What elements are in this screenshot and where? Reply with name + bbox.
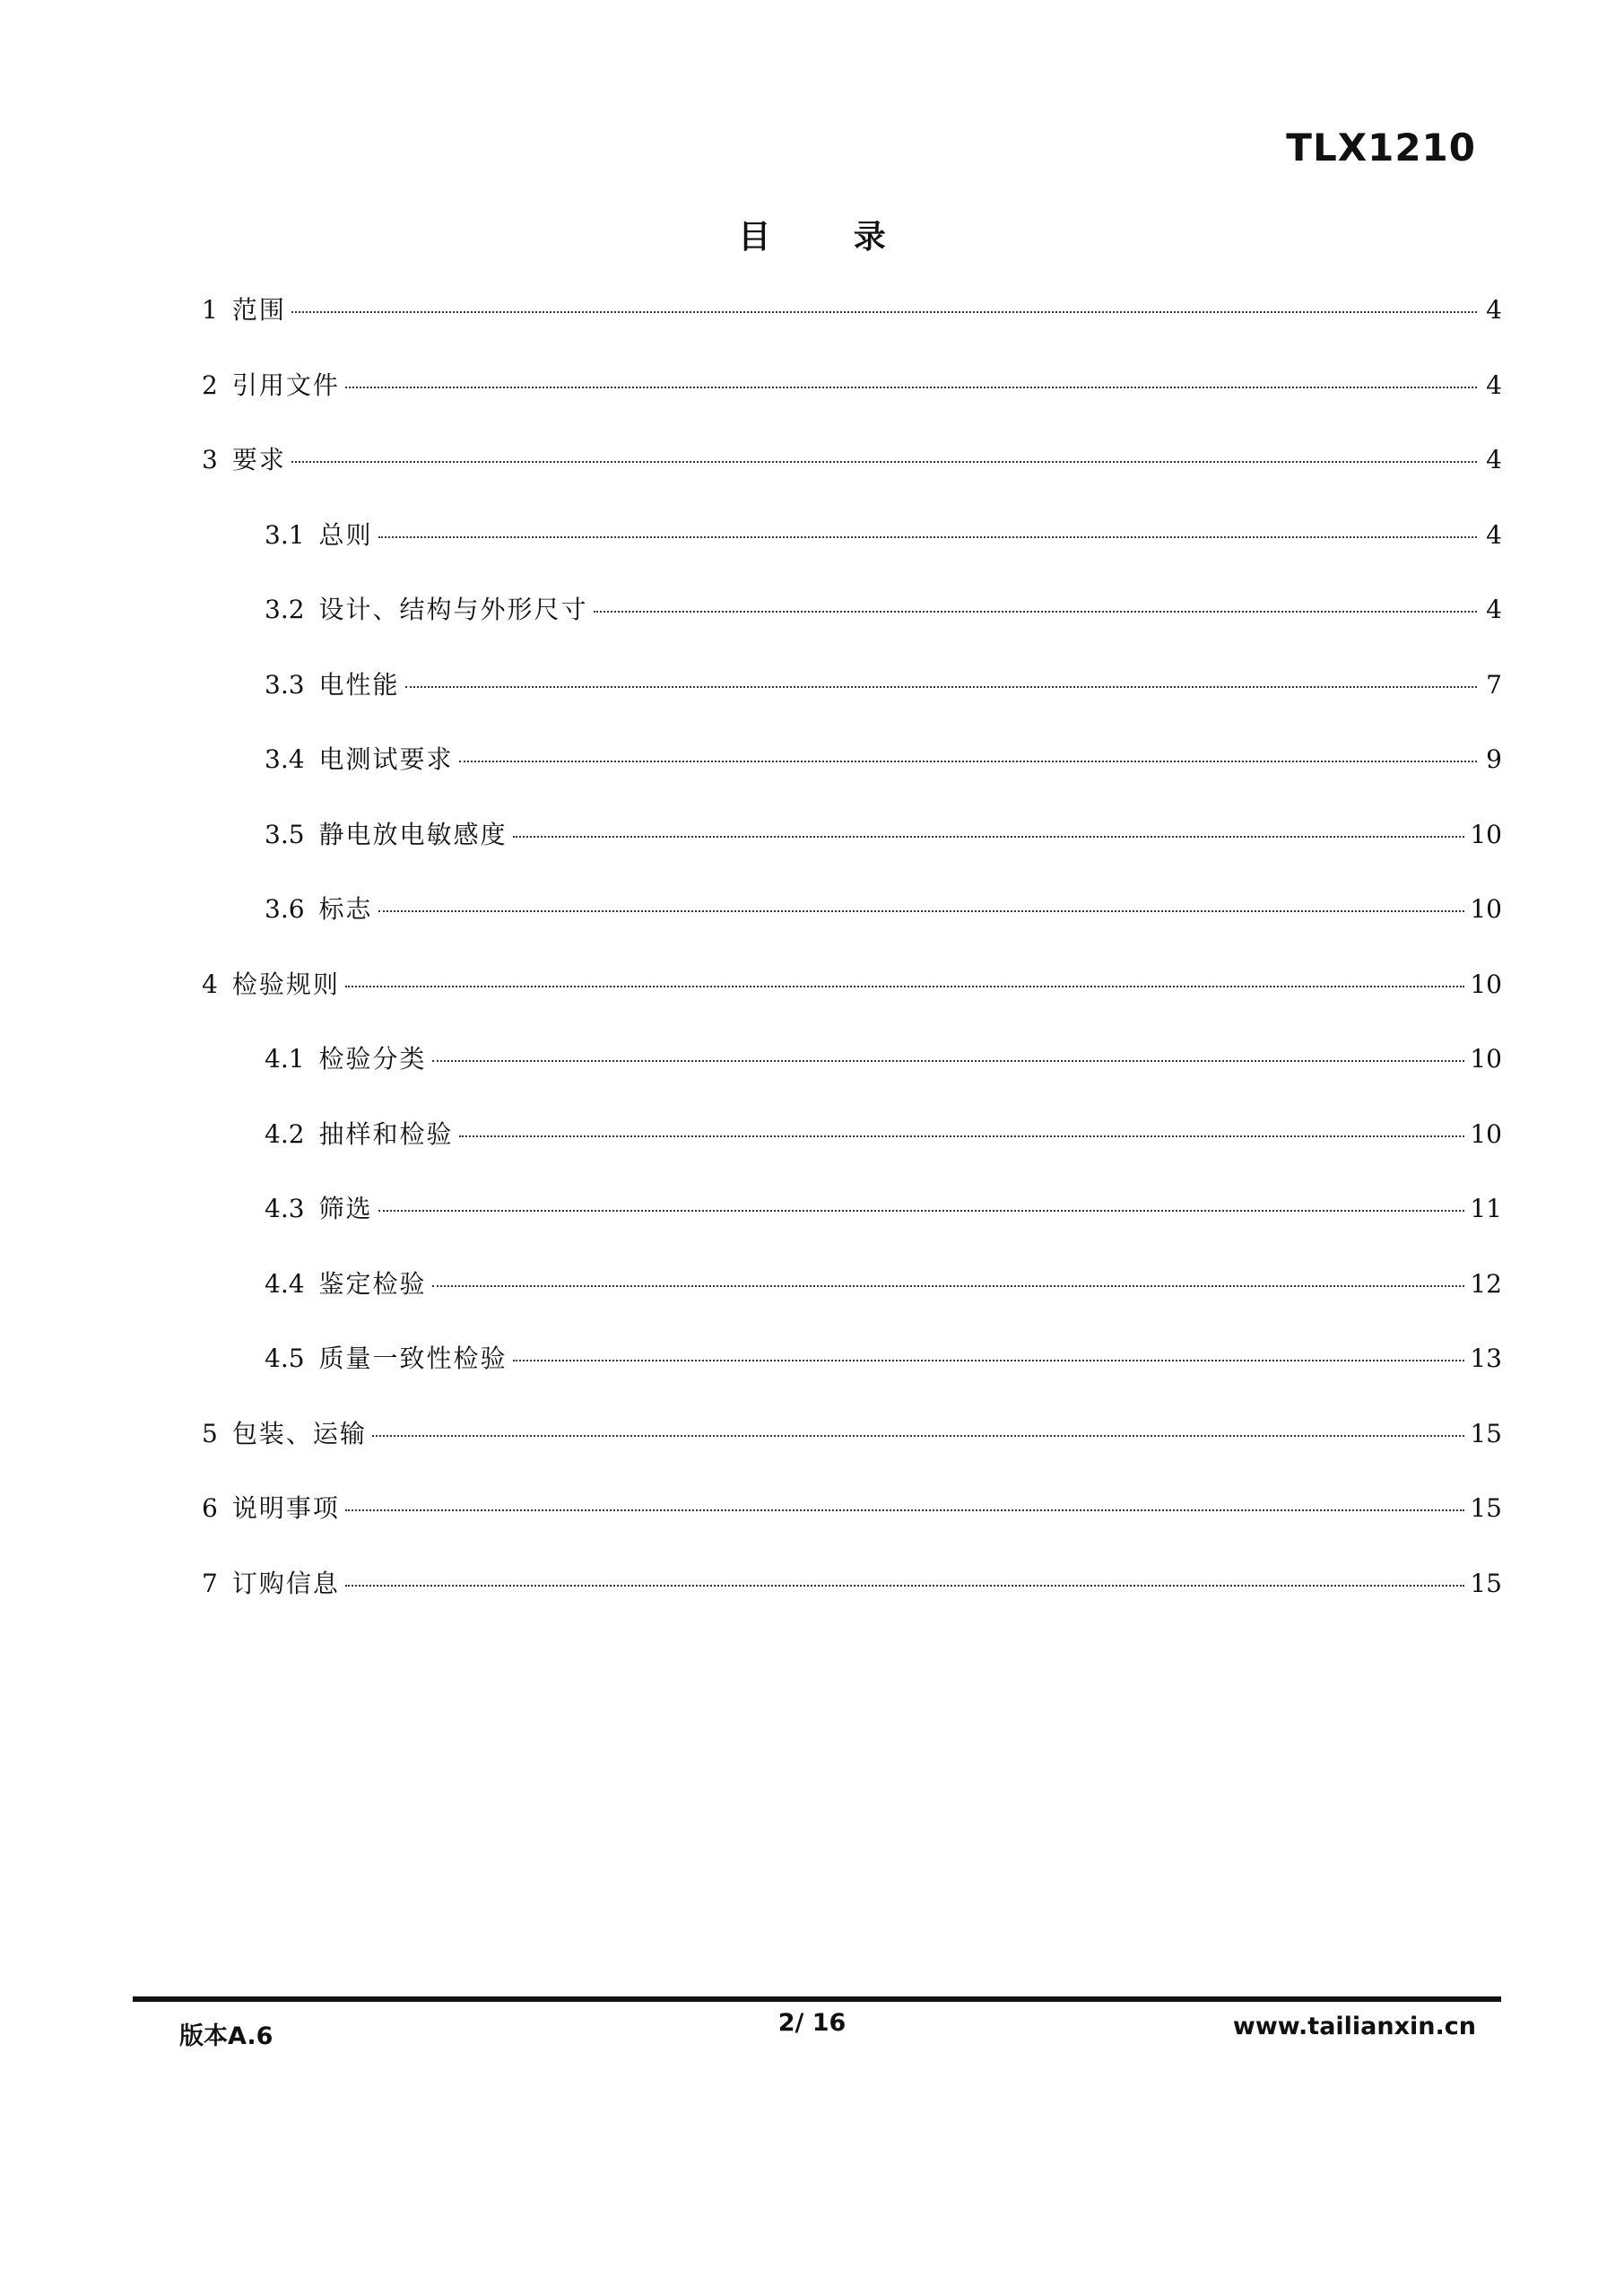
toc-entry-page: 4 [1486, 295, 1502, 325]
toc-entry-title: 静电放电敏感度 [318, 819, 508, 849]
toc-entry-title: 抽样和检验 [318, 1118, 454, 1149]
toc-entry-6[interactable] [202, 1483, 1502, 1559]
toc-entry-number: 3.1 [265, 519, 305, 550]
toc-entry-title: 引用文件 [231, 370, 340, 400]
toc-entry-title: 鉴定检验 [318, 1268, 427, 1299]
dot-leader [459, 761, 1477, 762]
toc-entry-page: 7 [1486, 669, 1502, 700]
toc-entry-title: 电测试要求 [318, 744, 454, 774]
dot-leader [345, 986, 1465, 987]
toc-entry-4-2[interactable] [202, 1109, 1502, 1185]
toc-entry-page: 13 [1470, 1344, 1502, 1373]
toc-entry-page: 10 [1470, 819, 1502, 849]
toc-entry-title: 筛选 [318, 1194, 373, 1223]
toc-entry-title: 质量一致性检验 [318, 1344, 508, 1373]
toc-entry-title: 检验分类 [318, 1044, 427, 1074]
toc-entry-4-5[interactable] [202, 1334, 1502, 1409]
footer-version: 版本A.6 [179, 2022, 274, 2050]
dot-leader [291, 461, 1477, 463]
toc-entry-page: 9 [1486, 744, 1502, 774]
toc-entry-title: 总则 [318, 519, 373, 550]
toc-entry-number: 3.2 [265, 595, 305, 624]
dot-leader [432, 1060, 1465, 1062]
toc-entry-3-1[interactable] [202, 510, 1502, 586]
toc-entry-5[interactable] [202, 1409, 1502, 1484]
toc-entry-title: 要求 [231, 445, 286, 474]
toc-entry-3-3[interactable] [202, 660, 1502, 735]
toc-entry-number: 4 [202, 969, 218, 999]
dot-leader [378, 1210, 1465, 1212]
toc-entry-7[interactable] [202, 1559, 1502, 1634]
footer-page-number: 2/ 16 [777, 2009, 847, 2037]
toc-entry-title: 标志 [318, 894, 373, 924]
toc-entry-number: 3 [202, 445, 218, 474]
toc-entry-number: 4.4 [265, 1268, 305, 1299]
toc-entry-number: 2 [202, 370, 218, 400]
toc-entry-number: 4.5 [265, 1344, 305, 1373]
toc-entry-number: 5 [202, 1418, 218, 1448]
toc-entry-page: 4 [1486, 370, 1502, 400]
toc-entry-number: 3.4 [265, 744, 305, 774]
toc-entry-4-4[interactable] [202, 1259, 1502, 1335]
dot-leader [513, 1360, 1465, 1361]
toc-entry-page: 10 [1470, 1044, 1502, 1074]
toc-entry-number: 6 [202, 1493, 218, 1523]
toc-entry-title: 检验规则 [231, 969, 340, 999]
toc-entry-3-6[interactable] [202, 884, 1502, 960]
toc-entry-number: 1 [202, 295, 218, 325]
toc-entry-3[interactable] [202, 435, 1502, 510]
dot-leader [291, 311, 1477, 313]
toc-entry-title: 电性能 [318, 669, 400, 700]
dot-leader [372, 1435, 1465, 1437]
document-code: TLX1210 [1286, 126, 1476, 170]
toc-entry-3-4[interactable] [202, 735, 1502, 810]
toc-entry-page: 11 [1470, 1194, 1502, 1223]
toc-entry-number: 4.1 [265, 1044, 305, 1074]
toc-entry-title: 范围 [231, 295, 286, 325]
toc-entry-page: 10 [1470, 894, 1502, 924]
dot-leader [459, 1135, 1465, 1137]
toc-entry-3-5[interactable] [202, 810, 1502, 885]
dot-leader [513, 836, 1465, 838]
dot-leader [378, 536, 1477, 538]
toc-entry-page: 4 [1486, 595, 1502, 624]
toc-entry-page: 15 [1470, 1418, 1502, 1448]
dot-leader [405, 686, 1477, 688]
toc-entry-4[interactable] [202, 960, 1502, 1035]
toc-entry-page: 4 [1486, 445, 1502, 474]
dot-leader [345, 387, 1477, 388]
toc-entry-page: 4 [1486, 519, 1502, 550]
footer-rule [133, 1996, 1501, 2002]
dot-leader [345, 1509, 1465, 1511]
dot-leader [594, 611, 1477, 613]
toc-entry-number: 4.2 [265, 1118, 305, 1149]
toc-entry-4-3[interactable] [202, 1184, 1502, 1259]
toc-entry-number: 3.3 [265, 669, 305, 700]
toc-entry-title: 包装、运输 [231, 1418, 367, 1448]
toc-entry-page: 10 [1470, 1118, 1502, 1149]
dot-leader [345, 1585, 1465, 1587]
toc-entry-page: 12 [1470, 1268, 1502, 1299]
toc-entry-4-1[interactable] [202, 1034, 1502, 1109]
toc-entry-page: 10 [1470, 969, 1502, 999]
toc-entry-number: 3.5 [265, 819, 305, 849]
toc-title: 目 录 [738, 219, 922, 256]
toc-entry-page: 15 [1470, 1493, 1502, 1523]
dot-leader [378, 910, 1465, 912]
footer-website: www.tailianxin.cn [1232, 2013, 1476, 2040]
toc-entry-page: 15 [1470, 1568, 1502, 1598]
toc-entry-3-2[interactable] [202, 585, 1502, 660]
toc-entry-1[interactable] [202, 285, 1502, 361]
toc-entry-2[interactable] [202, 361, 1502, 436]
toc-entry-number: 7 [202, 1568, 218, 1598]
toc-entry-title: 订购信息 [231, 1568, 340, 1598]
dot-leader [432, 1285, 1465, 1287]
table-of-contents [202, 285, 1502, 1633]
toc-entry-title: 说明事项 [231, 1493, 340, 1523]
toc-entry-number: 3.6 [265, 894, 305, 924]
toc-entry-number: 4.3 [265, 1194, 305, 1223]
toc-entry-title: 设计、结构与外形尺寸 [318, 595, 588, 624]
